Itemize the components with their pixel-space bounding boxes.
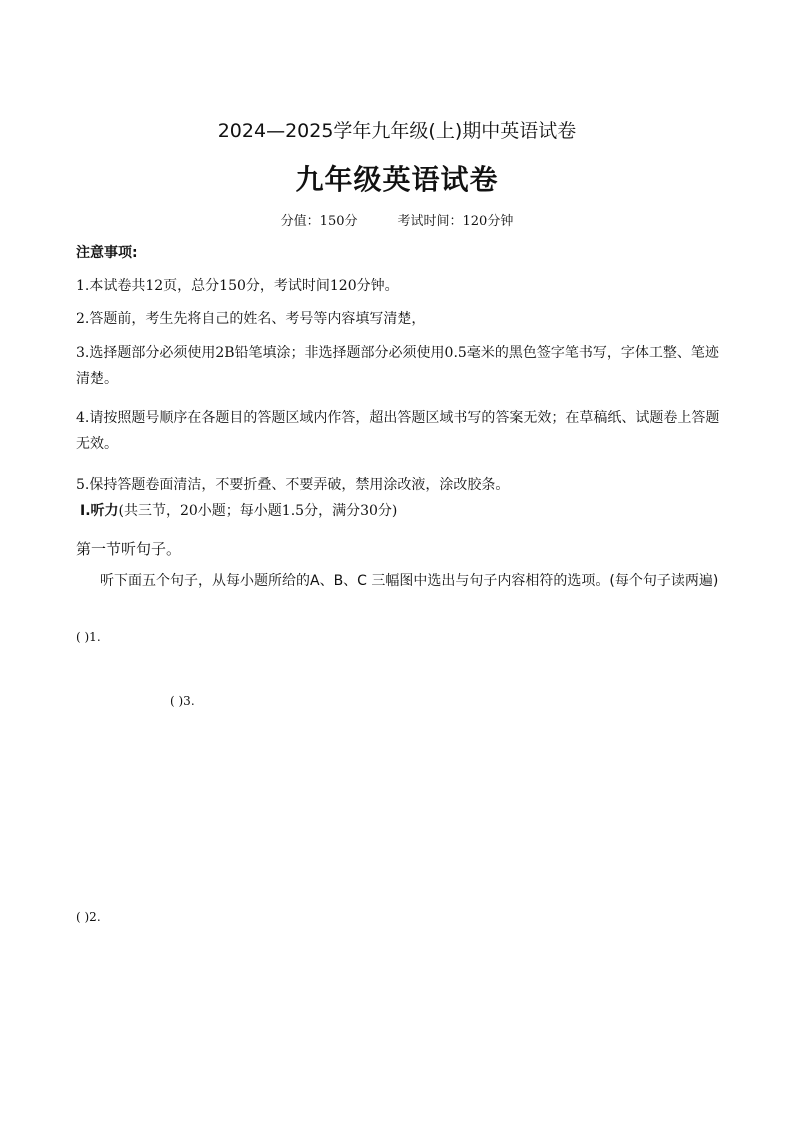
section-heading-bold: I.听力: [80, 503, 119, 519]
time-label: 考试时间：120分钟: [397, 214, 514, 229]
note-item-2: 2.答题前，考生先将自己的姓名、考号等内容填写清楚，: [76, 311, 426, 327]
note-item-4: 4.请按照题号顺序在各题目的答题区域内作答，超出答题区域书写的答案无效；在草稿纸、试题卷上答题无效。: [76, 410, 720, 452]
exam-info: [0, 210, 794, 229]
note-item-3: 3.选择题部分必须使用2B铅笔填涂；非选择题部分必须使用0.5毫米的黑色签字笔书写，字体工整、笔迹清楚。: [76, 345, 719, 387]
section-heading: [80, 500, 397, 520]
section-heading-detail: (共三节，20小题；每小题1.5分，满分30分): [118, 503, 398, 519]
main-title: 九年级英语试卷: [295, 163, 499, 196]
question-2-label: ( )2.: [76, 910, 101, 924]
part-title: 第一节听句子。: [76, 540, 182, 558]
note-item-1: 1.本试卷共12页，总分150分，考试时间120分钟。: [76, 278, 399, 294]
note-item-5: 5.保持答题卷面清洁，不要折叠、不要弄破，禁用涂改液，涂改胶条。: [76, 477, 510, 493]
part-instruction: 听下面五个句子，从每小题所给的A、B、C 三幅图中选出与句子内容相符的选项。(每个句子读两遍): [100, 573, 719, 589]
question-1-label: ( )1.: [76, 630, 101, 644]
score-label: 分值：150分: [280, 214, 358, 229]
question-3-label: ( )3.: [170, 694, 195, 708]
exam-title: 2024—2025学年九年级(上)期中英语试卷: [217, 120, 577, 142]
notes-heading: 注意事项:: [76, 245, 138, 261]
